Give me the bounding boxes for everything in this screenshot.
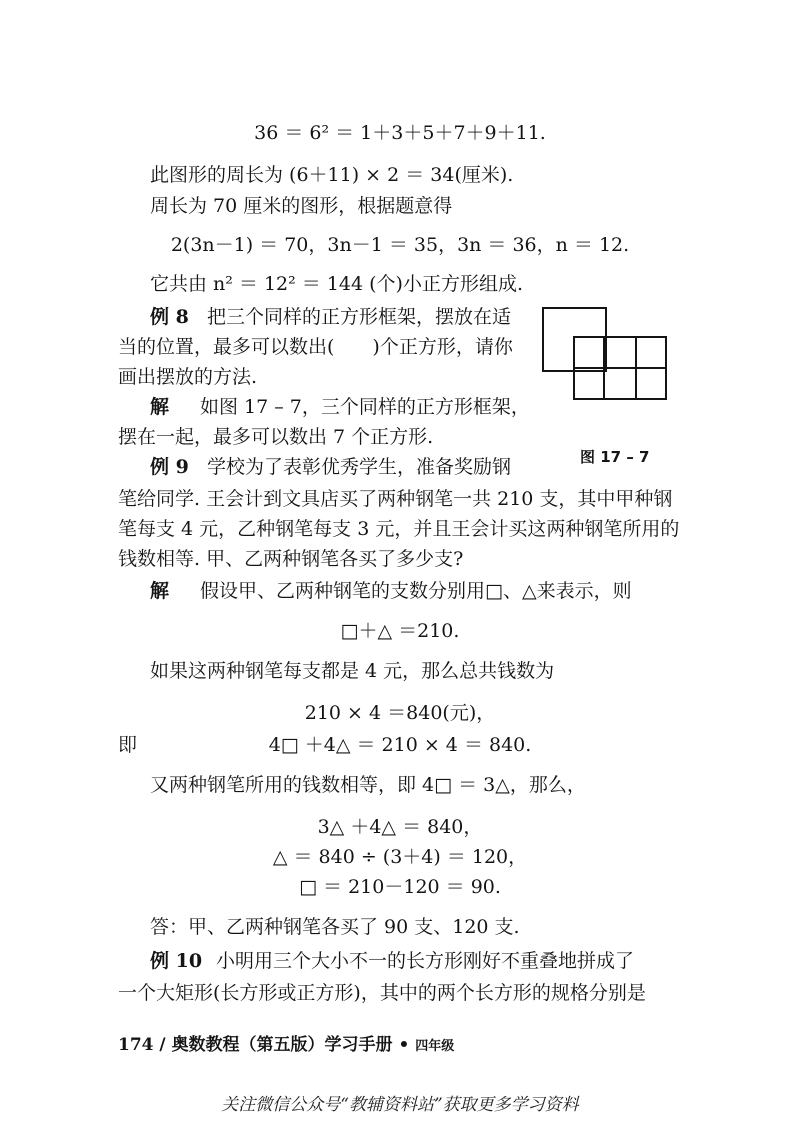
page-footer [118,1030,454,1055]
paragraph-line: 此图形的周长为 (6＋11) × 2 ＝ 34(厘米). [150,164,514,186]
footer-dot: • [398,1035,416,1055]
example-label: 例 10 [150,950,203,972]
equation-line: □ ＝ 210－120 ＝ 90. [299,876,501,898]
example-label: 例 9 [150,456,189,478]
paragraph-line: 摆在一起，最多可以数出 7 个正方形. [118,426,434,448]
paragraph-line: 学校为了表彰优秀学生，准备奖励钢 [207,456,512,478]
paragraph-line: 如图 17 – 7，三个同样的正方形框架， [200,396,530,418]
equation-line: 3△ ＋4△ ＝ 840， [317,816,483,838]
paragraph-line: 如果这两种钢笔每支都是 4 元，那么总共钱数为 [150,660,555,682]
equation-line: 2(3n－1) ＝ 70，3n－1 ＝ 35，3n ＝ 36，n ＝ 12. [170,234,630,256]
equation-line: □＋△ ＝210. [340,620,460,642]
watermark-text: 关注微信公众号“教辅资料站”获取更多学习资料 [221,1095,579,1115]
page-number: 174 [118,1035,154,1055]
figure-caption: 图 17 – 7 [580,448,650,466]
example-label: 例 8 [150,306,189,328]
paragraph-line: 小明用三个大小不一的长方形刚好不重叠地拼成了 [216,950,635,972]
paragraph-line: 笔每支 4 元，乙种钢笔每支 3 元，并且王会计买这两种钢笔所用的 [118,518,680,540]
paragraph-line: 把三个同样的正方形框架，摆放在适 [207,306,512,328]
paragraph-line: 假设甲、乙两种钢笔的支数分别用□、△来表示，则 [200,580,632,602]
paragraph-line: 又两种钢笔所用的钱数相等，即 4□ ＝ 3△，那么， [150,774,586,796]
paragraph-line: 钱数相等. 甲、乙两种钢笔各买了多少支? [118,548,464,570]
solution-label: 解 [150,580,170,602]
equation-line: △ ＝ 840 ÷ (3＋4) ＝ 120， [272,846,528,868]
answer-line: 答：甲、乙两种钢笔各买了 90 支、120 支. [150,916,520,938]
paragraph-line: 周长为 70 厘米的图形，根据题意得 [150,195,453,217]
equation-line: 36 ＝ 6² ＝ 1＋3＋5＋7＋9＋11. [254,122,546,144]
equation-label: 即 [118,734,138,756]
paragraph-line: 一个大矩形(长方形或正方形)，其中的两个长方形的规格分别是 [118,982,646,1004]
solution-label: 解 [150,396,170,418]
paragraph-line: 画出摆放的方法. [118,366,258,388]
grade-label: 四年级 [415,1039,455,1054]
paragraph-line: 笔给同学. 王会计到文具店买了两种钢笔一共 210 支，其中甲种钢 [118,488,673,510]
overlapping-squares-figure [540,305,670,405]
paragraph-line: 当的位置，最多可以数出( )个正方形，请你 [118,336,513,358]
equation-line: 210 × 4 ＝840(元)， [304,702,496,724]
paragraph-line: 它共由 n² ＝ 12² ＝ 144 (个)小正方形组成. [150,273,524,295]
book-title: 奥数教程（第五版）学习手册 [171,1035,393,1055]
equation-line: 4□ ＋4△ ＝ 210 × 4 ＝ 840. [268,734,532,756]
footer-slash: / [159,1035,172,1055]
